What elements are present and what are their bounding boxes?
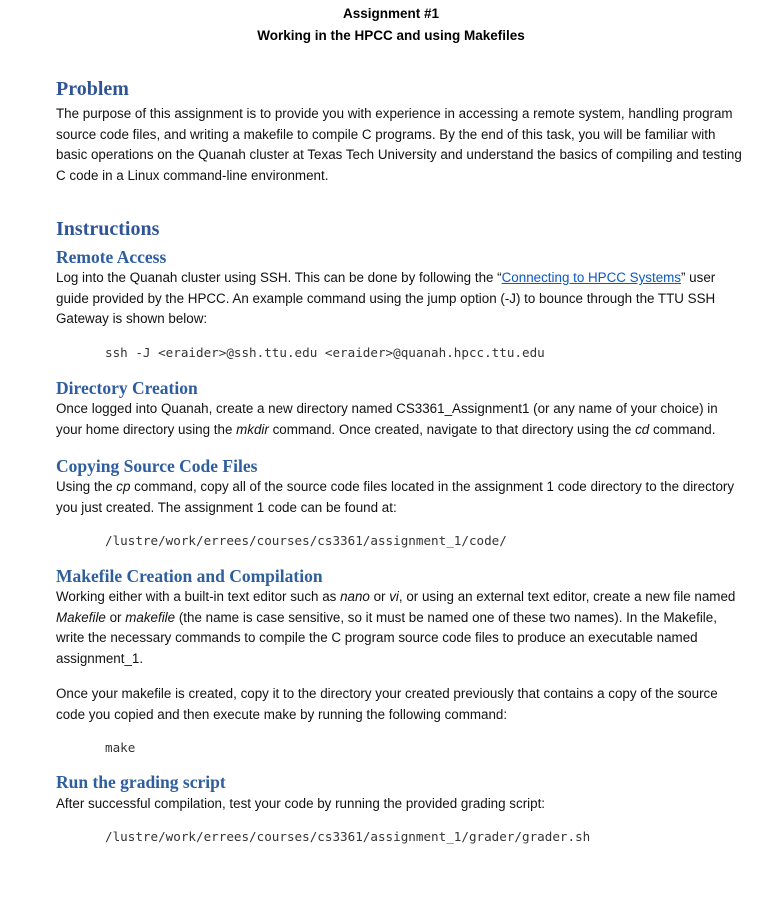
remote-text-end: ” user guide provided by the HPCC. An example command using the jump option (-J) to bounce through the TTU SSH Gateway is shown below:: [56, 270, 716, 327]
copying-text: [56, 477, 746, 518]
instructions-heading: Instructions: [56, 218, 160, 240]
nano-term: nano: [340, 589, 370, 604]
directory-text-1: Once logged into Quanah, create a new directory named CS3361_Assignment1 (or any name of your choice) in your home directory using the: [56, 401, 718, 437]
copying-heading: Copying Source Code Files: [56, 456, 258, 476]
makefile-heading: Makefile Creation and Compilation: [56, 566, 323, 586]
problem-text: The purpose of this assignment is to provide you with experience in accessing a remote system, handling program source code files, and writing a makefile to compile C programs. By the end of this task, you will be familiar with basic operations on the Quanah cluster at Texas Tech University and understand the basics of compiling and testing C code in a Linux command-line environment.: [56, 106, 742, 183]
cd-term: cd: [635, 421, 650, 437]
problem-heading: Problem: [56, 78, 129, 100]
makefile-text-3: , or using an external text editor, create a new file named: [398, 589, 736, 604]
makefile-text-1: Working either with a built-in text editor such as: [56, 589, 341, 604]
makefile-text: [56, 587, 746, 669]
make-command: make: [105, 740, 136, 755]
directory-creation-heading: Directory Creation: [56, 378, 198, 398]
directory-text-3: command.: [649, 421, 716, 437]
grading-text: After successful compilation, test your code by running the provided grading script:: [56, 796, 546, 811]
makefile-text-5: (the name is case sensitive, so it must be named one of these two names). In the Makefile, write the necessary commands to compile the C program source code files to produce an executable named assignment_1.: [56, 609, 717, 666]
hpcc-guide-link[interactable]: Connecting to HPCC Systems: [501, 270, 681, 285]
cp-term: cp: [116, 479, 131, 494]
makefile-upper-term: Makefile: [56, 609, 106, 625]
grader-path: /lustre/work/errees/courses/cs3361/assignment_1/grader/grader.sh: [105, 829, 591, 844]
remote-access-heading: Remote Access: [56, 247, 167, 267]
vi-term: vi: [389, 589, 399, 604]
directory-text-2: command. Once created, navigate to that directory using the: [268, 421, 636, 437]
document-title: Working in the HPCC and using Makefiles: [257, 28, 525, 43]
directory-creation-text: [56, 399, 746, 440]
copying-text-1: Using the: [56, 479, 117, 494]
makefile-text-2: or: [369, 589, 390, 604]
grading-heading: Run the grading script: [56, 772, 226, 792]
makefile-lower-term: makefile: [125, 609, 176, 625]
makefile-text-4: or: [105, 609, 126, 625]
assignment-number: Assignment #1: [342, 6, 440, 21]
code-path: /lustre/work/errees/courses/cs3361/assignment_1/code/: [105, 533, 507, 548]
remote-access-text: [56, 268, 746, 330]
copying-text-2: command, copy all of the source code files located in the assignment 1 code directory to the directory you just created. The assignment 1 code can be found at:: [56, 479, 735, 515]
makefile-followup-text: Once your makefile is created, copy it to the directory your created previously that contains a copy of the source code you copied and then execute make by running the following command:: [56, 686, 718, 722]
remote-text-start: Log into the Quanah cluster using SSH. This can be done by following the “: [56, 270, 502, 285]
mkdir-term: mkdir: [236, 421, 269, 437]
ssh-command: ssh -J <eraider>@ssh.ttu.edu <eraider>@quanah.hpcc.ttu.edu: [105, 345, 545, 360]
